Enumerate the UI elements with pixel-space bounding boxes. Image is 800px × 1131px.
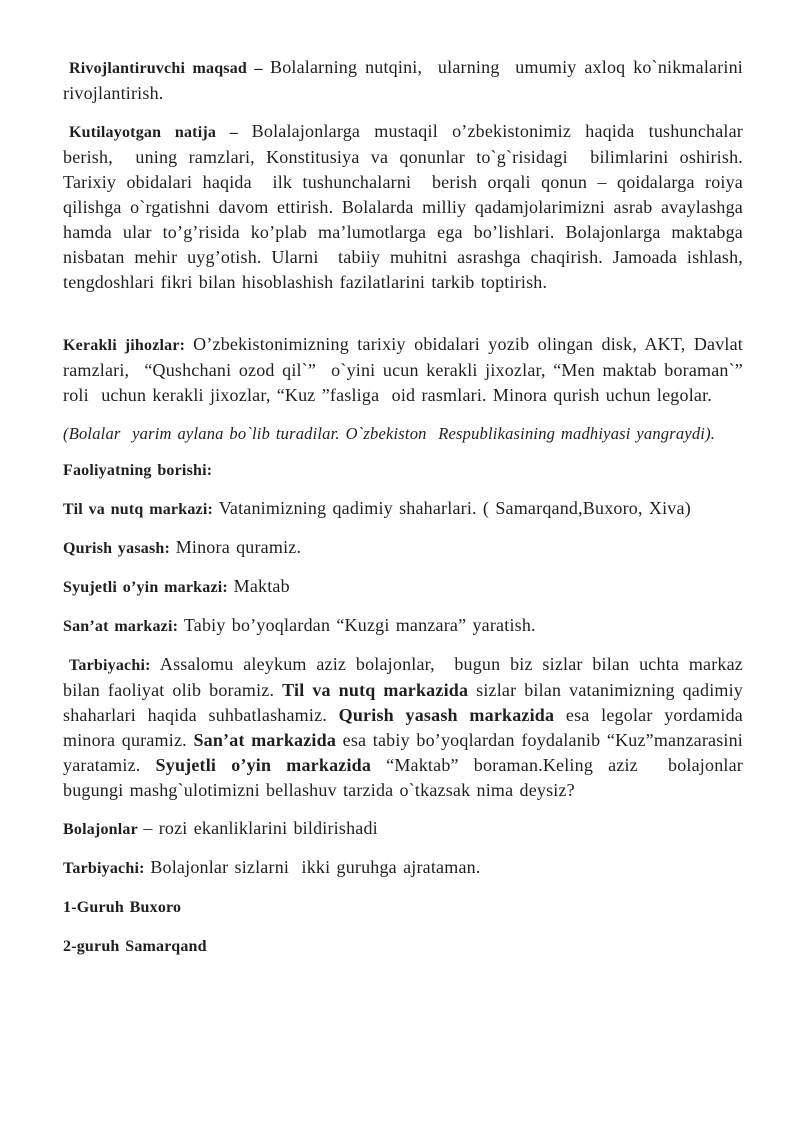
paragraph-tarbiyachi-speech bbox=[63, 652, 756, 803]
body-text: O’zbekistonimizning tarixiy obidalari yozib olingan disk, AKT, Davlat ramzlari, “Qushchani ozod qil`” o`yini ucun kerakli jixozlar, “Men maktab boraman`” roli uchun kerakli jixozlar, “Kuz ”fasliga oid rasmlari. Minora qurish uchun legolar. bbox=[63, 334, 750, 405]
paragraph-stage-direction bbox=[63, 421, 743, 446]
paragraph-rivojlantiruvchi-maqsad bbox=[63, 55, 750, 106]
paragraph-sanat-markazi bbox=[63, 613, 743, 639]
body-text: esa legolar yordamida minora quramiz. bbox=[63, 705, 750, 750]
bold-inline: San’at markazida bbox=[193, 730, 343, 750]
bold-label: Til va nutq markazi: bbox=[63, 501, 219, 518]
body-text: Bolalarning nutqini, ularning umumiy axloq ko`nikmalarini rivojlantirish. bbox=[63, 57, 750, 103]
italic-note: (Bolalar yarim aylana bo`lib turadilar. O`zbekiston Respublikasining madhiyasi yangraydi). bbox=[63, 424, 716, 443]
body-text: esa tabiy bo’yoqlardan foydalanib “Kuz”manzarasini yaratamiz. bbox=[63, 730, 750, 775]
bold-label: Bolajonlar bbox=[63, 821, 144, 838]
bold-label: Tarbiyachi: bbox=[63, 860, 151, 877]
body-text: Maktab bbox=[233, 576, 290, 596]
bold-label: Kutilayotgan natija – bbox=[69, 124, 252, 141]
paragraph-til-va-nutq-markazi bbox=[63, 496, 743, 522]
paragraph-bolajonlar-response bbox=[63, 816, 743, 842]
bold-inline: Qurish yasash markazida bbox=[338, 705, 566, 725]
paragraph-kerakli-jihozlar bbox=[63, 332, 750, 408]
paragraph-group-1 bbox=[63, 894, 743, 920]
bold-inline: Syujetli o’yin markazida bbox=[155, 755, 387, 775]
paragraph-qurish-yasash bbox=[63, 535, 743, 561]
bold-label: Tarbiyachi: bbox=[69, 657, 160, 674]
bold-label: Rivojlantiruvchi maqsad – bbox=[69, 60, 270, 77]
bold-label: Qurish yasash: bbox=[63, 540, 176, 557]
paragraph-faoliyatning-borishi bbox=[63, 457, 743, 483]
bold-label: 2-guruh Samarqand bbox=[63, 938, 207, 955]
body-text: “Maktab” boraman.Keling aziz bolajonlar bugungi mashg`ulotimizni bellashuv tarzida o`tkazsak nima deysiz? bbox=[63, 755, 756, 800]
paragraph-syujetli-oyin-markazi bbox=[63, 574, 743, 600]
bold-label: Syujetli o’yin markazi: bbox=[63, 579, 234, 596]
body-text: Bolajonlar sizlarni ikki guruhga ajrataman. bbox=[150, 857, 481, 877]
bold-label: 1-Guruh Buxoro bbox=[63, 899, 182, 916]
body-text: Bolalajonlarga mustaqil o’zbekistonimiz haqida tushunchalar berish, uning ramzlari, Konstitusiya va qonunlar to`g`risidagi bilimlarini oshirish. Tarixiy obidalari haqida ilk tushunchalarni berish orqali qonun – qoidalarga roiya qilishga o`rgatishni davom ettirish. Bolalarda milliy qadamjolarimizni asrab avaylashga hamda ular to’g’risida ko’plab ma’lumotlarga ega bo’lishlari. Bolajonlarga maktabga nisbatan mehir uyg’otish. Ularni tabiiy muhitni asrashga chaqirish. Jamoada ishlash, tengdoshlari fikri bilan hisoblashish fazilatlarini tarkib toptirish. bbox=[63, 121, 750, 292]
body-text: Tabiy bo’yoqlardan “Kuzgi manzara” yaratish. bbox=[183, 615, 536, 635]
paragraph-tarbiyachi-groups bbox=[63, 855, 743, 881]
paragraph-kutilayotgan-natija bbox=[63, 119, 750, 295]
bold-inline: Til va nutq markazida bbox=[282, 680, 477, 700]
body-text: Assalomu aleykum aziz bolajonlar, bugun biz sizlar bilan uchta markaz bilan faoliyat olib boramiz. bbox=[63, 654, 750, 700]
bold-label: Kerakli jihozlar: bbox=[63, 337, 194, 354]
body-text: Vatanimizning qadimiy shaharlari. ( Samarqand,Buxoro, Xiva) bbox=[218, 498, 691, 518]
bold-label: Faoliyatning borishi: bbox=[63, 462, 213, 479]
body-text: – rozi ekanliklarini bildirishadi bbox=[143, 818, 378, 838]
body-text: Minora quramiz. bbox=[175, 537, 302, 557]
body-text: sizlar bilan vatanimizning qadimiy shaharlari haqida suhbatlashamiz. bbox=[63, 680, 750, 725]
bold-label: San’at markazi: bbox=[63, 618, 184, 635]
paragraph-group-2 bbox=[63, 933, 743, 959]
